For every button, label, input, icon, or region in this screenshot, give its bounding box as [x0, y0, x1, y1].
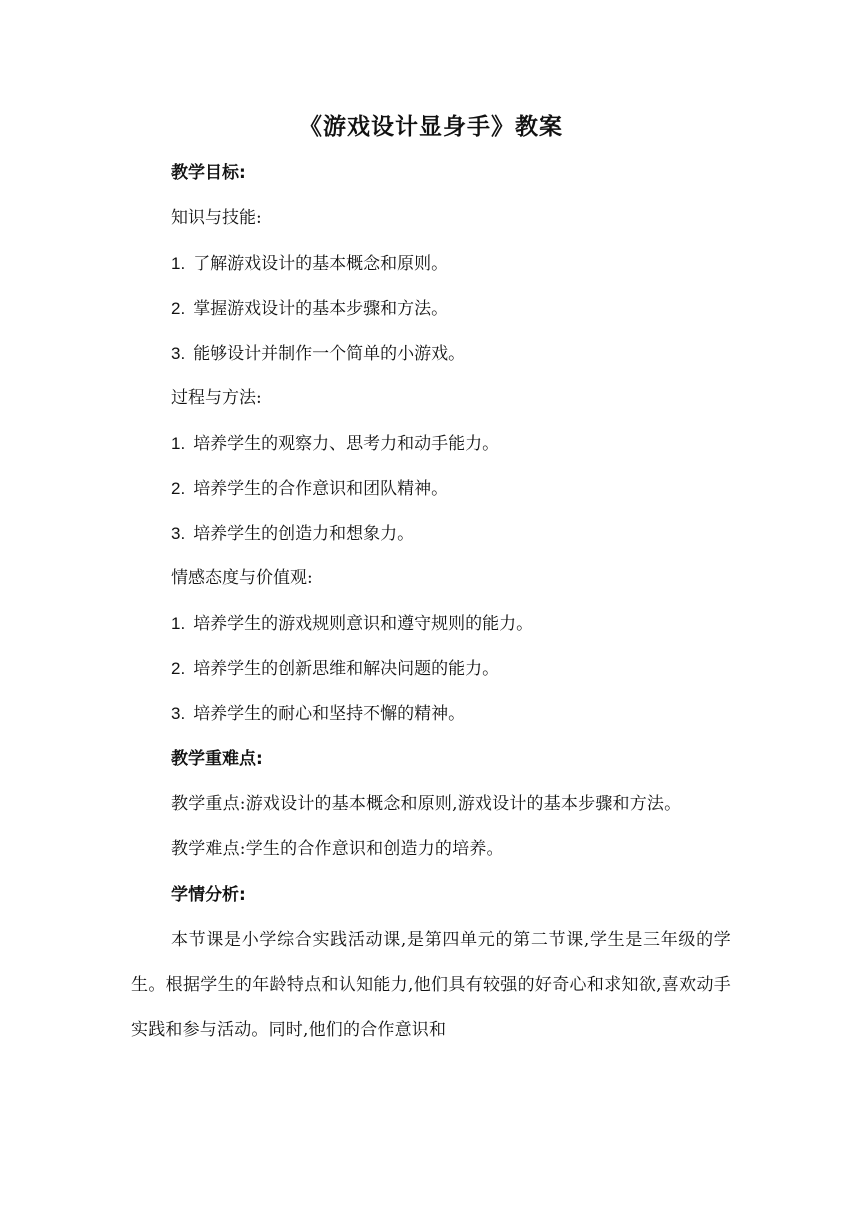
list-number: 1. [171, 614, 186, 633]
key-difficulty-paragraph: 教学难点:学生的合作意识和创造力的培养。 [171, 839, 504, 859]
list-text: 了解游戏设计的基本概念和原则。 [193, 254, 449, 274]
list-number: 1. [171, 254, 186, 273]
subheading-process: 过程与方法: [171, 388, 262, 408]
list-text: 掌握游戏设计的基本步骤和方法。 [193, 299, 449, 319]
list-item [131, 286, 731, 331]
list-item [131, 646, 731, 691]
document-content [131, 107, 731, 1053]
list-item [131, 331, 731, 376]
section-heading-objectives: 教学目标: [171, 163, 246, 183]
list-number: 2. [171, 479, 186, 498]
list-number: 3. [171, 524, 186, 543]
list-number: 2. [171, 659, 186, 678]
list-number: 1. [171, 434, 186, 453]
section-heading-key-points: 教学重难点: [171, 749, 263, 769]
list-number: 3. [171, 704, 186, 723]
list-item [131, 466, 731, 511]
key-focus-paragraph: 教学重点:游戏设计的基本概念和原则,游戏设计的基本步骤和方法。 [171, 794, 682, 814]
list-number: 2. [171, 299, 186, 318]
list-item [131, 511, 731, 556]
list-item [131, 601, 731, 646]
list-item [131, 241, 731, 286]
list-text: 能够设计并制作一个简单的小游戏。 [193, 344, 466, 364]
list-text: 培养学生的游戏规则意识和遵守规则的能力。 [193, 614, 534, 634]
subheading-knowledge: 知识与技能: [171, 208, 262, 228]
analysis-paragraph: 本节课是小学综合实践活动课,是第四单元的第二节课,学生是三年级的学生。根据学生的年龄特点和认知能力,他们具有较强的好奇心和求知欲,喜欢动手实践和参与活动。同时,他们的合作意识和 [131, 930, 731, 1040]
list-text: 培养学生的观察力、思考力和动手能力。 [193, 434, 500, 454]
list-item [131, 691, 731, 736]
list-item [131, 421, 731, 466]
document-title: 《游戏设计显身手》教案 [299, 114, 563, 140]
list-text: 培养学生的合作意识和团队精神。 [193, 479, 449, 499]
list-text: 培养学生的创造力和想象力。 [193, 524, 415, 544]
subheading-emotion: 情感态度与价值观: [171, 568, 313, 588]
list-text: 培养学生的创新思维和解决问题的能力。 [193, 659, 500, 679]
section-heading-analysis: 学情分析: [171, 885, 246, 905]
list-number: 3. [171, 344, 186, 363]
list-text: 培养学生的耐心和坚持不懈的精神。 [193, 704, 466, 724]
